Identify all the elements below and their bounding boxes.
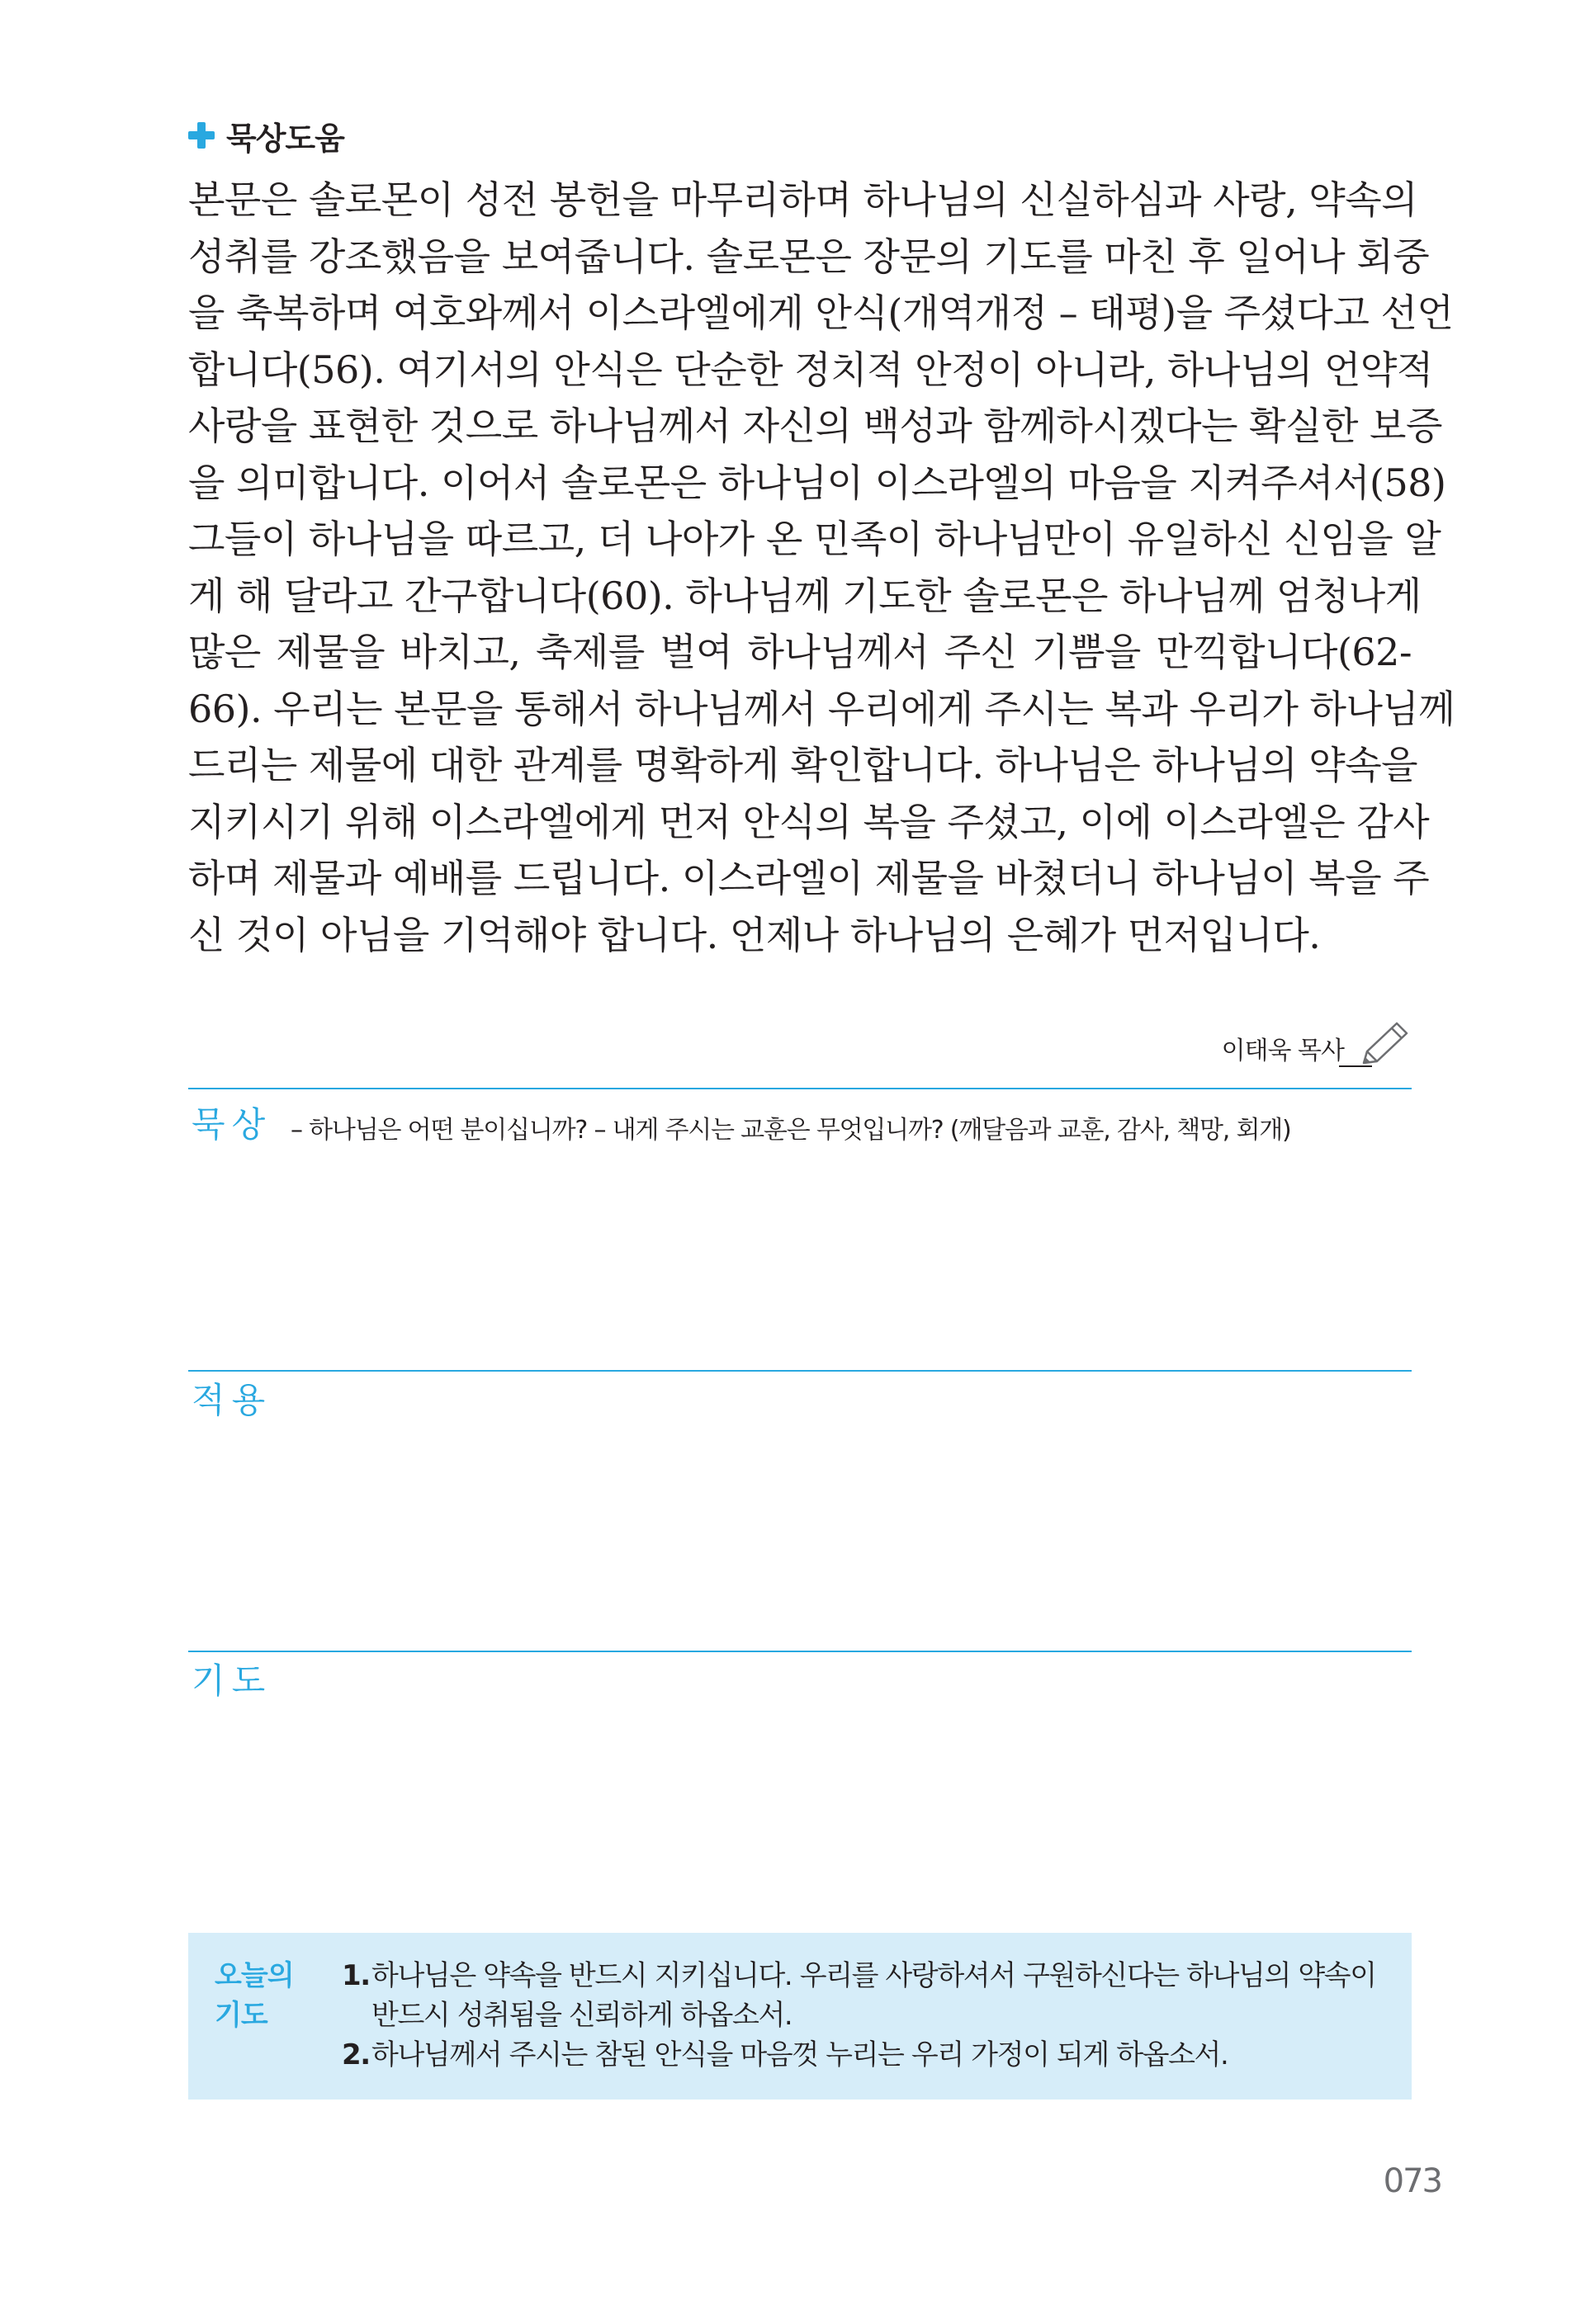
plus-icon bbox=[188, 122, 215, 149]
author-name: 이태욱 목사 bbox=[1221, 1037, 1344, 1065]
meditation-label: 묵상 bbox=[192, 1104, 272, 1145]
application-label: 적용 bbox=[192, 1380, 272, 1420]
prayer-section-label: 기도 bbox=[192, 1660, 272, 1701]
prayer-text-line: 하나님은 약속을 반드시 지키십니다. 우리를 사랑하셔서 구원하신다는 하나님의 약속이 bbox=[371, 1959, 1376, 1992]
prayer-item bbox=[342, 1956, 1390, 2035]
text-line: 을 의미합니다. 이어서 솔로몬은 하나님이 이스라엘의 마음을 지켜주셔서(58) bbox=[188, 460, 1446, 505]
text-line: 게 해 달라고 간구합니다(60). 하나님께 기도한 솔로몬은 하나님께 엄청나게 bbox=[188, 573, 1422, 618]
text-line: 신 것이 아님을 기억해야 합니다. 언제나 하나님의 은혜가 먼저입니다. bbox=[188, 912, 1321, 957]
prayer-text-line: 반드시 성취됨을 신뢰하게 하옵소서. bbox=[371, 1999, 792, 2032]
text-line: 본문은 솔로몬이 성전 봉헌을 마무리하며 하나님의 신실하심과 사랑, 약속의 bbox=[188, 177, 1418, 222]
meditation-help-text bbox=[188, 172, 1455, 963]
text-line: 드리는 제물에 대한 관계를 명확하게 확인합니다. 하나님은 하나님의 약속을 bbox=[188, 743, 1418, 787]
prayer-list bbox=[342, 1956, 1390, 2075]
prayer-item-text: 하나님께서 주시는 참된 안식을 마음껏 누리는 우리 가정이 되게 하옵소서. bbox=[371, 2038, 1228, 2071]
prayer-item-number: 2. bbox=[342, 2038, 370, 2071]
todays-prayer-box bbox=[188, 1933, 1412, 2100]
text-line: 합니다(56). 여기서의 안식은 단순한 정치적 안정이 아니라, 하나님의 언약적 bbox=[188, 347, 1433, 392]
text-line: 66). 우리는 본문을 통해서 하나님께서 우리에게 주시는 복과 우리가 하나님께 bbox=[188, 686, 1455, 731]
todays-prayer-label-line: 오늘의 bbox=[215, 1959, 294, 1992]
todays-prayer-label-line: 기도 bbox=[215, 1999, 267, 2032]
prayer-item bbox=[342, 2035, 1390, 2075]
meditation-prompt: – 하나님은 어떤 분이십니까? – 내게 주시는 교훈은 무엇입니까? (깨달음과 교훈, 감사, 책망, 회개) bbox=[291, 1116, 1291, 1145]
help-section-header bbox=[188, 114, 344, 157]
section-divider bbox=[188, 1088, 1412, 1089]
author-signature bbox=[1222, 1017, 1413, 1070]
text-line: 사랑을 표현한 것으로 하나님께서 자신의 백성과 함께하시겠다는 확실한 보증 bbox=[188, 404, 1442, 448]
text-line: 지키시기 위해 이스라엘에게 먼저 안식의 복을 주셨고, 이에 이스라엘은 감사 bbox=[188, 799, 1430, 844]
prayer-item-text bbox=[371, 1956, 1376, 2035]
help-section-title: 묵상도움 bbox=[226, 120, 344, 157]
text-line: 하며 제물과 예배를 드립니다. 이스라엘이 제물을 바쳤더니 하나님이 복을 주 bbox=[188, 856, 1430, 900]
pencil-icon bbox=[1339, 1017, 1413, 1070]
text-line: 을 축복하며 여호와께서 이스라엘에게 안식(개역개정 – 태평)을 주셨다고 선언 bbox=[188, 290, 1454, 335]
section-divider bbox=[188, 1370, 1412, 1372]
section-divider bbox=[188, 1651, 1412, 1652]
prayer-item-number: 1. bbox=[342, 1959, 370, 1992]
text-line: 성취를 강조했음을 보여줍니다. 솔로몬은 장문의 기도를 마친 후 일어나 회중 bbox=[188, 234, 1430, 279]
text-line: 많은 제물을 바치고, 축제를 벌여 하나님께서 주신 기쁨을 만끽합니다(62- bbox=[188, 630, 1412, 674]
text-line: 그들이 하나님을 따르고, 더 나아가 온 민족이 하나님만이 유일하신 신임을 알 bbox=[188, 517, 1441, 561]
page-number: 073 bbox=[1383, 2162, 1441, 2200]
todays-prayer-label bbox=[215, 1956, 294, 2035]
